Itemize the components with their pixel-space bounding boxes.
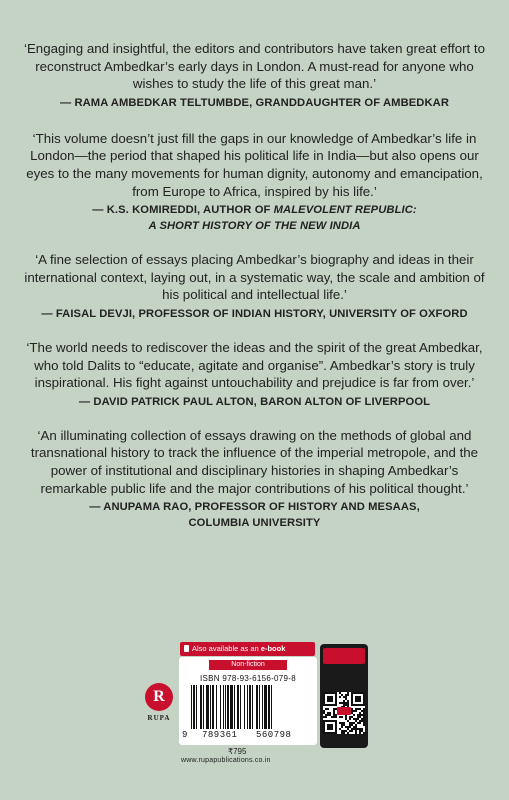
quote-3 [20, 251, 490, 322]
quote-2-book-title-1: MALEVOLENT REPUBLIC: [273, 204, 417, 217]
audiobook-banner [323, 648, 365, 664]
quote-1-text: ‘Engaging and insightful, the editors and contributors have taken great effort to reconstruct Ambedkar’s early days in London. A must-read for anyone who wishes to study the life of this great man.’ [23, 41, 485, 92]
publisher-name: RUPA [147, 714, 171, 722]
quote-4-text: ‘The world needs to rediscover the ideas and the spirit of the great Ambedkar, who told Dalits to “educate, agitate and organise”. Ambedkar’s story is truly inspirational. His fight against untouchability and prejudice is far from over.’ [26, 339, 483, 391]
phone-icon [184, 645, 189, 652]
ebook-prefix: Also available as an [192, 644, 261, 653]
quote-2-text: ‘This volume doesn’t just fill the gaps in our knowledge of Ambedkar’s life in London—the period that shaped his political life in India—but also opens our eyes to the many movements for human dignity, autonomy and emancipation, from Europe to Africa, inspired by his life.’ [26, 130, 483, 199]
quote-1-attribution: — RAMA AMBEDKAR TELTUMBDE, GRANDDAUGHTER OF AMBEDKAR [59, 96, 450, 109]
quote-4 [20, 339, 490, 410]
quote-5 [20, 427, 490, 531]
audiobook-card [320, 644, 368, 748]
quote-2-attribution [20, 202, 490, 234]
barcode-card [179, 657, 317, 745]
barcode-icon [189, 685, 307, 731]
barcode-digit-first: 9 [182, 730, 188, 740]
quote-5-attribution-line-1: — ANUPAMA RAO, PROFESSOR OF HISTORY AND MESAAS, [89, 501, 420, 514]
quote-5-attribution-line-2: COLUMBIA UNIVERSITY [188, 517, 321, 530]
ebook-highlight: e-book [260, 644, 286, 653]
price: ₹795 [228, 747, 247, 756]
isbn-text: ISBN 978-93-6156-079-8 [200, 674, 296, 683]
barcode-digits-right: 560798 [256, 730, 292, 740]
quote-1 [20, 40, 490, 111]
barcode-digits-left: 789361 [202, 730, 238, 740]
quote-4-attribution: — DAVID PATRICK PAUL ALTON, BARON ALTON OF LIVERPOOL [78, 395, 431, 408]
category-label: Non-fiction [209, 660, 287, 670]
publisher-logo-letter: R [153, 688, 165, 705]
publisher-logo-icon [145, 683, 173, 711]
quote-5-text: ‘An illuminating collection of essays drawing on the methods of global and transnational history to track the influence of the imperial metropole, and the power of institutional and disciplinary histories in shaping Ambedkar’s remarkable public life and the major contributions of his political thought.’ [30, 427, 479, 496]
quote-2-attribution-prefix: — K.S. KOMIREDDI, AUTHOR OF [92, 204, 274, 217]
quote-2 [20, 130, 490, 234]
ebook-banner [180, 642, 315, 656]
quote-2-book-title-2: A SHORT HISTORY OF THE NEW INDIA [148, 220, 361, 233]
quote-5-attribution [20, 499, 490, 531]
quotes-section [0, 40, 509, 548]
quote-3-text: ‘A fine selection of essays placing Ambedkar’s biography and ideas in their international context, laying out, in a systematic way, the scale and ambition of his political and intellectual life.’ [24, 252, 485, 303]
publisher-logo [143, 683, 175, 722]
quote-3-attribution: — FAISAL DEVJI, PROFESSOR OF INDIAN HISTORY, UNIVERSITY OF OXFORD [41, 307, 468, 320]
publisher-url: www.rupapublications.co.in [181, 757, 271, 764]
audiobook-app-badge [337, 707, 351, 715]
